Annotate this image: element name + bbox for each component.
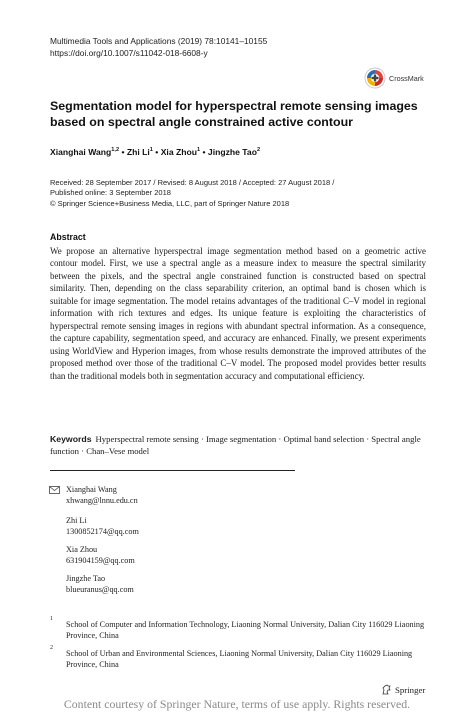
abstract-heading: Abstract	[50, 232, 86, 242]
author-contact	[66, 515, 139, 537]
author-name[interactable]: Xianghai Wang	[50, 147, 112, 157]
author-name[interactable]: Zhi Li	[126, 147, 150, 157]
footnote-divider	[50, 470, 295, 471]
author-affiliation-marker: 1	[197, 147, 201, 154]
contact-email[interactable]: 1300852174@qq.com	[66, 527, 139, 537]
author-affiliation-marker: 1	[149, 147, 153, 154]
publisher-logo	[381, 684, 425, 695]
published-online-date: Published online: 3 September 2018	[50, 188, 171, 198]
author-separator: •	[119, 147, 127, 157]
author-contact	[66, 573, 134, 595]
keywords-list: Hyperspectral remote sensing · Image segmentation · Optimal band selection · Spectral angle function · Chan–Vese model	[50, 434, 421, 457]
copyright-notice: © Springer Science+Business Media, LLC, part of Springer Nature 2018	[50, 198, 290, 208]
author-separator: •	[200, 147, 208, 157]
doi-link[interactable]: https://doi.org/10.1007/s11042-018-6608-y	[50, 47, 208, 58]
keywords-label: Keywords	[50, 434, 92, 444]
crossmark-label: CrossMark	[389, 73, 424, 83]
crossmark-icon	[364, 67, 386, 89]
affiliation-text: School of Urban and Environmental Sciences, Liaoning Normal University, Dalian City 116029 Liaoning Province, China	[66, 649, 413, 670]
courtesy-watermark: Content courtesy of Springer Nature, terms of use apply. Rights reserved.	[63, 697, 411, 711]
contact-name: Xianghai Wang	[66, 485, 117, 494]
author-affiliation-marker: 1,2	[111, 147, 120, 154]
envelope-icon	[49, 486, 60, 494]
corresponding-author	[66, 484, 138, 506]
crossmark-badge[interactable]	[364, 66, 436, 90]
affiliation-number: 2	[50, 645, 53, 651]
contact-email[interactable]: blueuranus@qq.com	[66, 585, 134, 595]
paper-title: Segmentation model for hyperspectral remote sensing images based on spectral angle constrained active contour	[50, 99, 418, 129]
history-dates: Received: 28 September 2017 / Revised: 8 August 2018 / Accepted: 27 August 2018 /	[50, 178, 335, 187]
springer-horse-icon	[381, 684, 392, 695]
author-contact	[66, 544, 135, 566]
contact-name: Zhi Li	[66, 516, 87, 525]
keywords-section	[50, 433, 426, 458]
publication-dates	[50, 178, 450, 209]
contact-email[interactable]: 631904159@qq.com	[66, 556, 135, 566]
publisher-name: Springer	[395, 684, 426, 695]
contact-name: Xia Zhou	[66, 545, 98, 554]
author-name[interactable]: Jingzhe Tao	[207, 147, 257, 157]
affiliation-number: 1	[50, 616, 53, 622]
abstract-body: We propose an alternative hyperspectral image segmentation method based on a geometric active contour model. First, we use a spectral angle as a measure index to measure the spectral similarity between the pixels, and the spectral angle constrained function is constructed based on spectral similarity. Then, depending on the class separability criterion, an optimal band is chosen which is suitable for image segmentation. The model retains advantages of the traditional C–V model in regional information with rich textures and edges. Its unique feature is exploiting the characteristics of hyperspectral remote sensing images in regions with abundant spectral information. As a consequence, the capture capability, segmentation speed, and accuracy are enhanced. Finally, we present experiments using WorldView and Hyperion images, from whose results demonstrate the improved attributes of the proposed method over those of the traditional C–V model. The proposed model provides better results than the traditional models both in segmentation accuracy and computational efficiency.	[50, 246, 426, 381]
author-name[interactable]: Xia Zhou	[160, 147, 197, 157]
author-separator: •	[152, 147, 161, 157]
author-affiliation-marker: 2	[256, 147, 261, 154]
journal-citation: Multimedia Tools and Applications (2019) 78:10141–10155	[50, 36, 268, 46]
journal-header	[50, 36, 267, 59]
contact-name: Jingzhe Tao	[66, 574, 106, 583]
author-list	[50, 147, 260, 157]
contact-email[interactable]: xhwang@lnnu.edu.cn	[66, 496, 138, 506]
affiliation-text: School of Computer and Information Technology, Liaoning Normal University, Dalian City 116029 Liaoning Province, China	[66, 620, 425, 641]
